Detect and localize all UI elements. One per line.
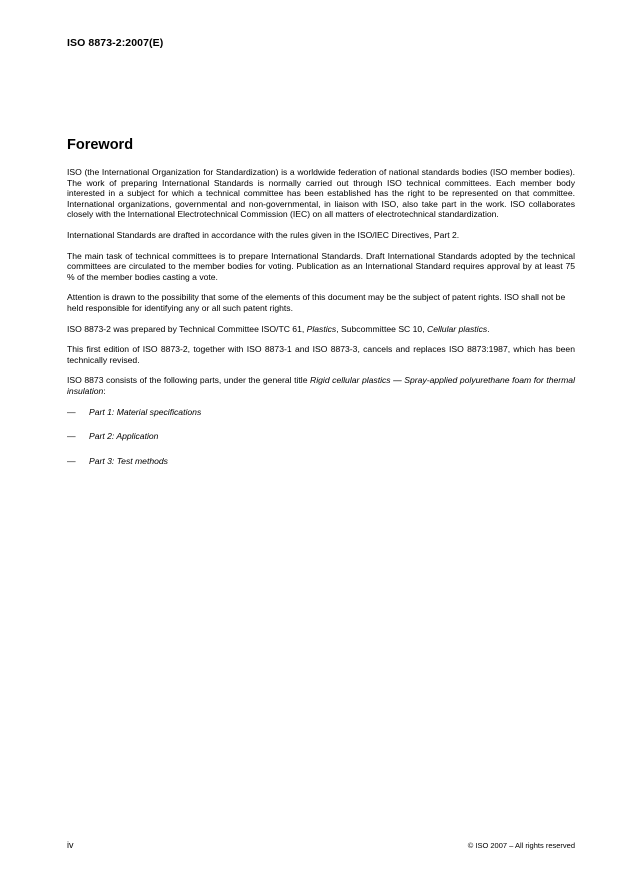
paragraph-prepared-by [67, 324, 575, 335]
paragraph-patent-rights: Attention is drawn to the possibility that some of the elements of this document may be the subject of patent rights. ISO shall not be held responsible for identifying any or all such patent rights. [67, 292, 566, 313]
paragraph-technical-committees: The main task of technical committees is to prepare International Standards. Draft International Standards adopted by the technical committees are circulated to the member bodies for voting. Publication as an International Standard requires approval by at least 75 % of the member bodies casting a vote. [67, 250, 575, 282]
list-item [67, 407, 575, 418]
general-title: Rigid cellular plastics — Spray-applied polyurethane foam for thermal insulation [67, 375, 575, 396]
em-dash-bullet: — [67, 431, 76, 442]
prepared-by-text-post: . [487, 323, 490, 334]
paragraph-edition: This first edition of ISO 8873-2, together with ISO 8873-1 and ISO 8873-3, cancels and replaces ISO 8873:1987, which has been technically revised. [67, 344, 575, 365]
parts-list [67, 407, 575, 467]
prepared-by-text-pre: ISO 8873-2 was prepared by Technical Committee ISO/TC 61, [67, 323, 307, 334]
part-label: Part 1: Material specifications [89, 406, 202, 417]
em-dash-bullet: — [67, 455, 76, 466]
subcommittee-name: Cellular plastics [427, 323, 488, 334]
part-label: Part 2: Application [89, 431, 159, 442]
paragraph-directives: International Standards are drafted in accordance with the rules given in the ISO/IEC Directives, Part 2. [67, 229, 460, 240]
em-dash-bullet: — [67, 406, 76, 417]
page-title: Foreword [67, 137, 134, 153]
foreword-body [67, 167, 575, 480]
part-label: Part 3: Test methods [89, 455, 168, 466]
prepared-by-text-mid: , Subcommittee SC 10, [336, 323, 427, 334]
paragraph-parts-intro [67, 375, 575, 396]
copyright-notice: © ISO 2007 – All rights reserved [467, 841, 575, 850]
list-item [67, 431, 575, 442]
technical-committee-name: Plastics [306, 323, 337, 334]
page-number: iv [67, 840, 74, 850]
list-item [67, 456, 575, 467]
parts-intro-text-post: : [103, 385, 106, 396]
parts-intro-text-pre: ISO 8873 consists of the following parts, under the general title [67, 375, 311, 386]
document-identifier: ISO 8873-2:2007(E) [67, 37, 164, 49]
paragraph-iso-description: ISO (the International Organization for Standardization) is a worldwide federation of national standards bodies (ISO member bodies). The work of preparing International Standards is normally carried out through ISO technical committees. Each member body interested in a subject for which a technical committee has been established has the right to be represented on that committee. International organizations, governmental and non-governmental, in liaison with ISO, also take part in the work. ISO collaborates closely with the International Electrotechnical Commission (IEC) on all matters of electrotechnical standardization. [67, 167, 575, 220]
